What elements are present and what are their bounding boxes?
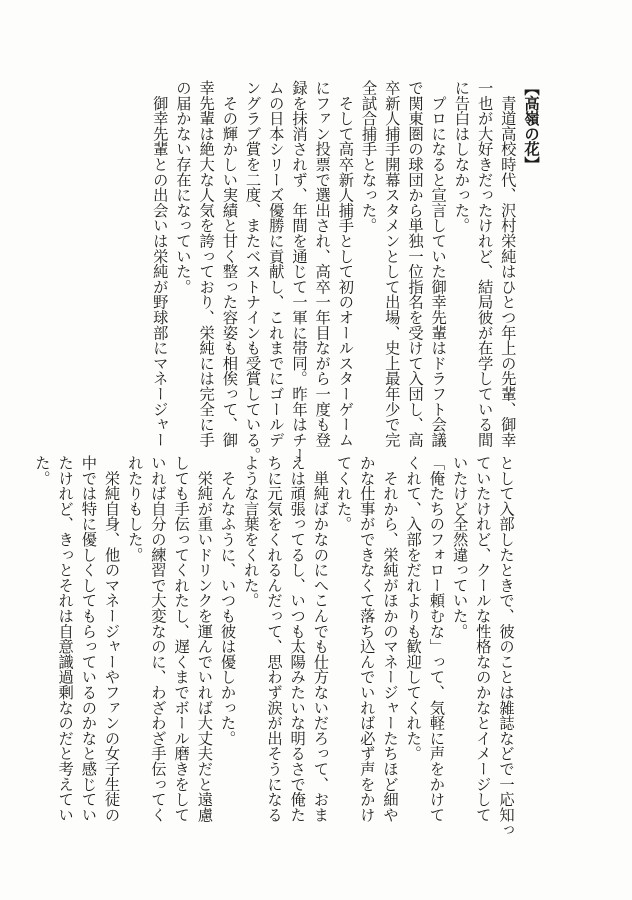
text-line: れたりもした。 [125, 455, 144, 563]
text-line: たけれど、きっとそれは自意識過剰なのだと考えてい [56, 455, 75, 823]
text-block-bottom [32, 455, 517, 838]
text-line: ングラブ賞を二度、またベストナインも受賞している。 [243, 80, 262, 463]
text-line: 卒新人捕手開幕スタメンとして出場、史上最年少で完 [382, 80, 401, 448]
text-line: そんなふうに、いつも彼は優しかった。 [218, 455, 237, 746]
text-line: 録を抹消されず、年間を通じて一軍に帯同。昨年はチー [289, 80, 308, 463]
text-line: てくれた。 [334, 455, 353, 532]
text-line: かな仕事ができなくて落ち込んでいれば必ず声をかけ [357, 455, 376, 823]
text-line: 中では特に優しくしてもらっているのかなと感じてい [79, 455, 98, 823]
text-line: いれば自分の練習で大変なのに、わざわざ手伝ってく [148, 455, 167, 823]
text-line: 全試合捕手となった。 [359, 80, 378, 233]
text-line: しても手伝ってくれたし、遅くまでボール磨きをして [172, 455, 191, 823]
text-line: その輝かしい実績と甘く整った容姿も相俟って、御 [220, 80, 239, 448]
text-line: ような言葉をくれた。 [241, 455, 260, 608]
text-line: の届かない存在になっていた。 [173, 80, 192, 295]
text-line: 栄純自身、他のマネージャーやファンの女子生徒の [102, 455, 121, 823]
text-line: ムの日本シリーズ優勝に貢献し、これまでにゴールデ [266, 80, 285, 448]
text-line: 栄純が重いドリンクを運んでいれば大丈夫だと遠慮 [195, 455, 214, 823]
text-line: えは頑張ってるし、いつも太陽みたいな明るさで俺た [288, 455, 307, 823]
text-line: それから、栄純がほかのマネージャーたちほど細や [380, 455, 399, 823]
text-line: 単純ばかなのにへこんでも仕方ないだろって、おま [311, 455, 330, 823]
text-line: にファン投票で選出され、高卒一年目ながら一度も登 [313, 80, 332, 448]
text-line: プロになると宣言していた御幸先輩はドラフト会議 [429, 80, 448, 448]
text-line: ていたけれど、クールな性格なのかなとイメージして [473, 455, 492, 823]
text-block-top [72, 80, 542, 463]
text-line: いたけど全然違っていた。 [450, 455, 469, 639]
text-line: た。 [32, 455, 51, 486]
text-line: 一也が大好きだったけれど、結局彼が在学している間 [475, 80, 494, 448]
text-line: そして高卒新人捕手として初のオールスターゲーム [336, 80, 355, 448]
text-line: 「俺たちのフォロー頼むな」って、気軽に声をかけて [427, 455, 446, 823]
text-line: に告白はしなかった。 [452, 80, 471, 233]
text-line: 青道高校時代、沢村栄純はひとつ年上の先輩、御幸 [498, 80, 517, 448]
text-line: として入部したときで、彼のことは雑誌などで一応知っ [497, 455, 515, 838]
text-line: 御幸先輩との出会いは栄純が野球部にマネージャー [150, 80, 169, 448]
text-line: くれて、入部をだれよりも歓迎してくれた。 [404, 455, 423, 761]
text-line: ちに元気をくれるんだって、思わず涙が出そうになる [264, 455, 283, 823]
text-line: で関東圏の球団から単独一位指名を受けて入団し、高 [405, 80, 424, 448]
section-heading: 【高嶺の花】 [522, 80, 540, 172]
text-line: 幸先輩は絶大な人気を誇っており、栄純には完全に手 [197, 80, 216, 448]
